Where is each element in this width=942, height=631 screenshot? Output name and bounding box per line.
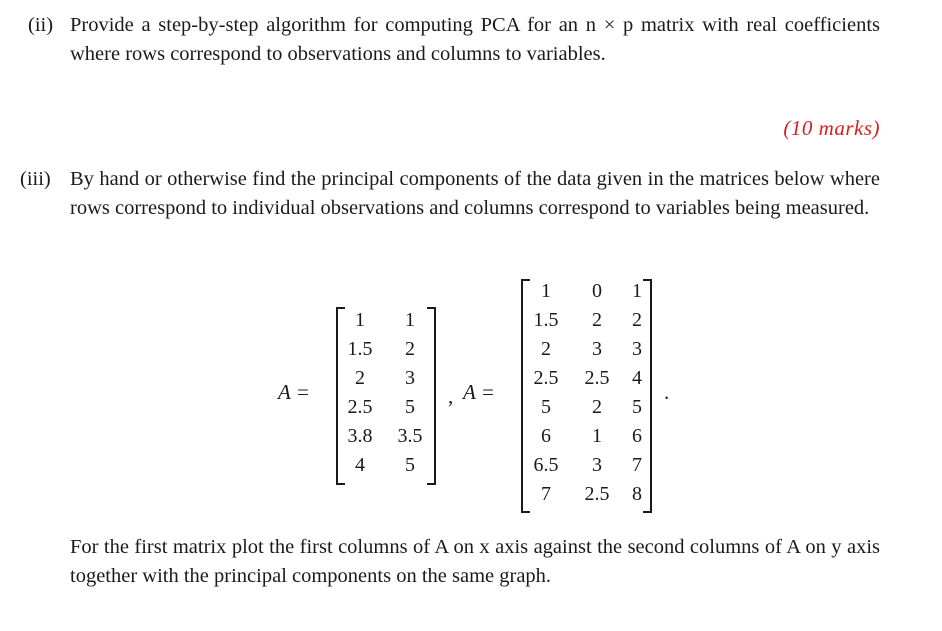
matrix-cell: 2 [632,309,642,331]
matrix-cell: 1 [355,309,365,331]
matrix-cell: 6 [632,425,642,447]
matrix-cell: 8 [632,483,642,505]
matrix-cell: 3 [632,338,642,360]
matrix-cell: 2 [592,396,602,418]
matrix-cell: 2 [355,367,365,389]
matrix-cell: 3 [405,367,415,389]
matrix-cell: 2 [405,338,415,360]
matrix-cell: 2 [592,309,602,331]
matrix-cell: 7 [632,454,642,476]
part-iii-question: By hand or otherwise find the principal components of the data given in the matrices below where rows correspond to individual observations and columns correspond to variables being measured. [70,168,880,219]
follow-up-instruction: For the first matrix plot the first columns of A on x axis against the second columns of A on y axis together with the principal components on the same graph. [70,536,880,587]
matrix-cell: 6.5 [533,454,559,476]
matrix-1-lhs: A = [278,380,310,404]
matrix-cell: 3.5 [397,425,423,447]
part-ii-label: (ii) [28,14,54,36]
matrix-cell: 1 [405,309,415,331]
matrix-cell: 1 [592,425,602,447]
matrix-cell: 7 [541,483,551,505]
matrix-cell: 2.5 [584,483,610,505]
matrix-cell: 0 [592,280,602,302]
matrix-cell: 2.5 [533,367,559,389]
matrix-cell: 3 [592,454,602,476]
matrix-cell: 5 [405,454,415,476]
matrix-cell: 1 [632,280,642,302]
part-ii-question: Provide a step-by-step algorithm for computing PCA for an n × p matrix with real coefficients where rows correspond to observations and columns to variables. [70,14,880,65]
matrix-cell: 5 [541,396,551,418]
matrix-cell: 2.5 [584,367,610,389]
matrix-cell: 6 [541,425,551,447]
matrix-cell: 1 [541,280,551,302]
matrix-cell: 2.5 [347,396,373,418]
matrix-cell: 5 [632,396,642,418]
matrix-cell: 1.5 [533,309,559,331]
matrix-separator: , [448,384,454,408]
marks-label: (10 marks) [783,116,880,140]
part-iii-label: (iii) [20,168,51,190]
matrix-cell: 3 [592,338,602,360]
matrix-cell: 2 [541,338,551,360]
matrix-cell: 4 [632,367,642,389]
matrix-cell: 1.5 [347,338,373,360]
matrix-cell: 3.8 [347,425,373,447]
matrix-2-lhs: A = [463,380,495,404]
matrix-cell: 4 [355,454,365,476]
matrix-cell: 5 [405,396,415,418]
equation-period: . [664,380,670,404]
